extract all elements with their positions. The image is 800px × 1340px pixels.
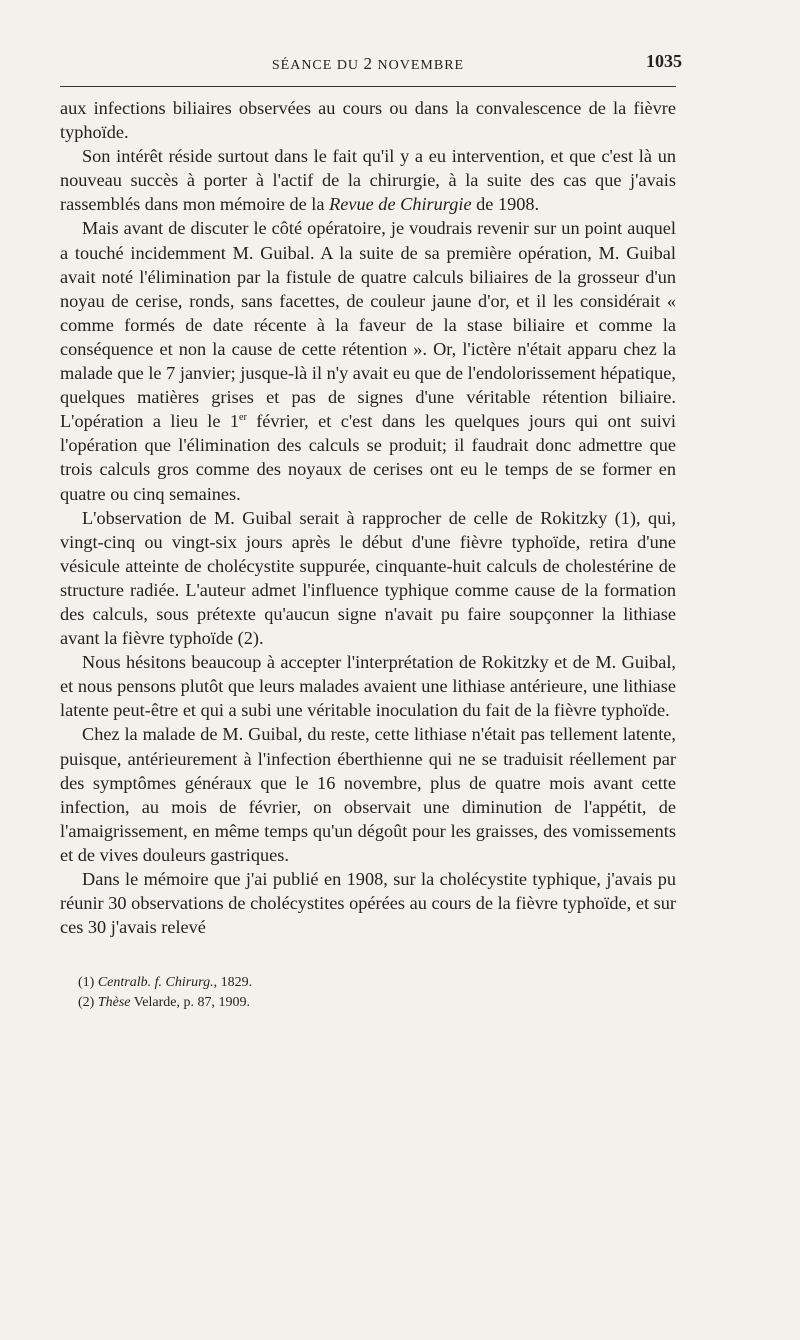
- paragraph-text: Mais avant de discuter le côté opératoire, je voudrais revenir sur un point auquel a touché incidemment M. Guibal. A la suite de sa première opération, M. Guibal avait noté l'élimination par la fistule de quatre calculs biliaires de la grosseur d'un noyau de cerise, ronds, sans facettes, de couleur jaune d'or, et il les considérait « comme formés de date récente à la faveur de la stase biliaire et comme la conséquence et non la cause de cette rétention ». Or, l'ictère n'était apparu chez la malade que le 7 janvier; jusque-là il n'y avait eu que de l'endolorissement hépatique, quelques matières grises et pas de signes d'une véritable rétention biliaire. L'opération a lieu le 1: [60, 218, 676, 432]
- footnote-source: Thèse: [97, 995, 131, 1011]
- running-head-post: NOVEMBRE: [373, 58, 465, 73]
- paragraph: Dans le mémoire que j'ai publié en 1908, sur la cholécystite typhique, j'avais pu réunir 30 observations de cholécystites opérées au cours de la fièvre typhoïde, et sur ces 30 j'avais relevé: [60, 869, 676, 938]
- document-page: [60, 48, 682, 1013]
- running-head-day: 2: [363, 54, 374, 73]
- page-number: 1035: [646, 51, 682, 71]
- footnote-text: , 1829.: [213, 975, 253, 991]
- page-header: [60, 48, 682, 78]
- footnotes: [78, 973, 676, 1013]
- footnote-2: [78, 993, 676, 1013]
- paragraph-text: de 1908.: [471, 194, 540, 215]
- header-rule: [60, 86, 676, 87]
- paragraph: Chez la malade de M. Guibal, du reste, cette lithiase n'était pas tellement latente, puisque, antérieurement à l'infection éberthienne qui ne se traduisit réellement par des symptômes généraux que le 16 novembre, plus de quatre mois avant cette infection, au mois de février, on observait une diminution de l'appétit, de l'amaigrissement, en même temps qu'un dégoût pour les graisses, des vomissements et de vives douleurs gastriques.: [60, 724, 676, 865]
- paragraph-text: février, et c'est dans les quelques jours qui ont suivi l'opération que l'élimination des calculs se produit; il faudrait donc admettre que trois calculs gros comme des noyaux de cerises ont eu le temps de se former en quatre ou cinq semaines.: [60, 411, 677, 504]
- paragraph-continued: aux infections biliaires observées au cours ou dans la convalescence de la fièvre typhoïde.: [60, 98, 676, 143]
- paragraph: [60, 216, 676, 505]
- journal-title: Revue de Chirurgie: [329, 194, 472, 215]
- paragraph-text: Son intérêt réside surtout dans le fait qu'il y a eu intervention, et que c'est là un nouveau succès à porter à l'actif de la chirurgie, à la suite des cas que j'avais rassemblés dans mon mémoire de la: [60, 146, 676, 215]
- footnote-text: Velarde, p. 87, 1909.: [130, 995, 250, 1011]
- running-head-pre: SÉANCE DU: [271, 58, 364, 73]
- body-text: [60, 96, 676, 939]
- footnote-source: Centralb. f. Chirurg.: [97, 975, 214, 991]
- paragraph: L'observation de M. Guibal serait à rapprocher de celle de Rokitzky (1), qui, vingt-cinq ou vingt-six jours après le début d'une fièvre typhoïde, retira d'une vésicule atteinte de cholécystite suppurée, cinquante-huit calculs de cholestérine de structure radiée. L'auteur admet l'influence typhique comme cause de la formation des calculs, sous prétexte qu'aucun signe n'avait pu faire soupçonner la lithiase avant la fièvre typhoïde (2).: [60, 507, 676, 649]
- footnote-number: (1): [78, 975, 98, 991]
- superscript: er: [239, 412, 247, 424]
- footnote-1: [78, 973, 676, 993]
- paragraph: Nous hésitons beaucoup à accepter l'interprétation de Rokitzky et de M. Guibal, et nous pensons plutôt que leurs malades avaient une lithiase antérieure, une lithiase latente peut-être et qui a subi une véritable inoculation du fait de la fièvre typhoïde.: [60, 652, 676, 721]
- footnote-number: (2): [78, 995, 98, 1011]
- paragraph: [60, 144, 676, 216]
- running-head: [60, 54, 676, 74]
